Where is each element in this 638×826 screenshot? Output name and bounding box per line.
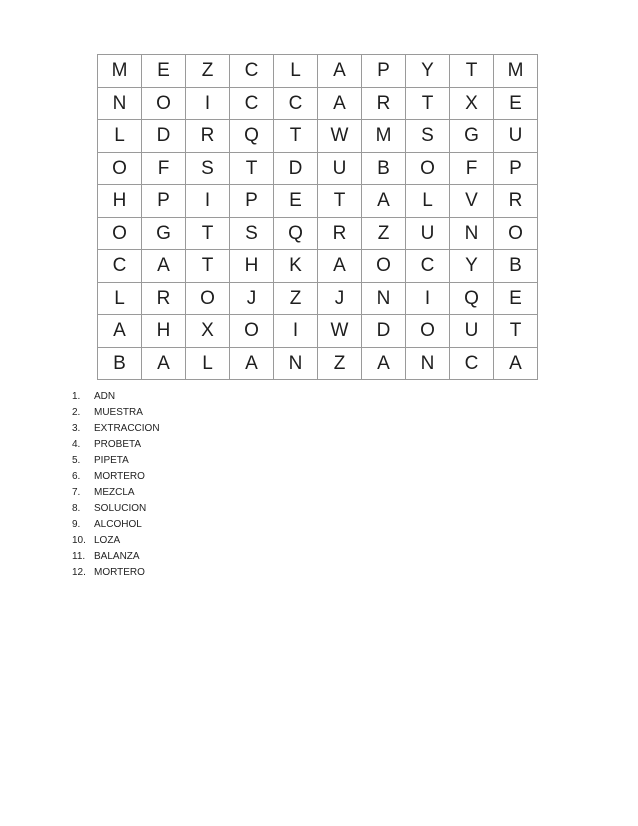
grid-cell: A	[318, 55, 362, 88]
grid-cell: K	[274, 250, 318, 283]
grid-cell: A	[142, 250, 186, 283]
grid-cell: T	[450, 55, 494, 88]
list-item-word: BALANZA	[94, 551, 140, 562]
grid-cell: C	[230, 55, 274, 88]
grid-cell: B	[98, 348, 142, 381]
grid-cell: T	[274, 120, 318, 153]
grid-cell: A	[230, 348, 274, 381]
list-item	[72, 485, 160, 501]
list-item-word: MEZCLA	[94, 487, 135, 498]
list-item	[72, 517, 160, 533]
grid-cell: O	[98, 218, 142, 251]
word-list	[72, 389, 160, 581]
list-item-number: 11.	[72, 551, 86, 562]
grid-cell: O	[186, 283, 230, 316]
grid-cell: J	[318, 283, 362, 316]
list-item	[72, 533, 160, 549]
list-item-word: PROBETA	[94, 439, 142, 450]
grid-cell: E	[494, 283, 538, 316]
grid-cell: T	[494, 315, 538, 348]
list-item-word: PIPETA	[94, 455, 129, 466]
grid-cell: L	[98, 120, 142, 153]
list-item	[72, 421, 160, 437]
grid-cell: R	[362, 88, 406, 121]
list-item-word: ADN	[94, 391, 116, 402]
grid-cell: X	[186, 315, 230, 348]
grid-cell: L	[406, 185, 450, 218]
grid-cell: O	[406, 153, 450, 186]
list-item	[72, 453, 160, 469]
grid-cell: P	[142, 185, 186, 218]
grid-cell: A	[318, 88, 362, 121]
grid-cell: A	[494, 348, 538, 381]
grid-cell: A	[362, 185, 406, 218]
grid-cell: O	[230, 315, 274, 348]
grid-cell: L	[274, 55, 318, 88]
list-item	[72, 389, 160, 405]
grid-cell: I	[186, 185, 230, 218]
grid-cell: H	[98, 185, 142, 218]
grid-cell: B	[494, 250, 538, 283]
grid-cell: L	[186, 348, 230, 381]
grid-cell: Q	[274, 218, 318, 251]
grid-cell: R	[186, 120, 230, 153]
list-item-word: MORTERO	[94, 567, 145, 578]
grid-cell: E	[494, 88, 538, 121]
grid-cell: O	[494, 218, 538, 251]
word-search-grid	[97, 54, 538, 380]
grid-cell: R	[318, 218, 362, 251]
list-item	[72, 565, 160, 581]
grid-cell: P	[494, 153, 538, 186]
list-item	[72, 549, 160, 565]
list-item-number: 4.	[72, 439, 81, 450]
grid-cell: M	[362, 120, 406, 153]
list-item	[72, 469, 160, 485]
list-item-number: 1.	[72, 391, 81, 402]
grid-cell: T	[186, 218, 230, 251]
grid-cell: C	[274, 88, 318, 121]
grid-cell: T	[186, 250, 230, 283]
grid-cell: X	[450, 88, 494, 121]
list-item-word: MORTERO	[94, 471, 145, 482]
grid-cell: O	[362, 250, 406, 283]
grid-cell: A	[318, 250, 362, 283]
grid-cell: N	[362, 283, 406, 316]
grid-cell: O	[98, 153, 142, 186]
list-item-number: 9.	[72, 519, 81, 530]
grid-cell: A	[362, 348, 406, 381]
grid-cell: D	[274, 153, 318, 186]
grid-cell: W	[318, 315, 362, 348]
grid-cell: D	[362, 315, 406, 348]
grid-cell: N	[98, 88, 142, 121]
list-item-number: 2.	[72, 407, 81, 418]
grid-cell: Q	[230, 120, 274, 153]
grid-cell: A	[98, 315, 142, 348]
list-item-number: 3.	[72, 423, 81, 434]
grid-cell: O	[142, 88, 186, 121]
grid-cell: Z	[186, 55, 230, 88]
grid-cell: P	[362, 55, 406, 88]
grid-cell: U	[494, 120, 538, 153]
grid-cell: Z	[274, 283, 318, 316]
grid-cell: H	[142, 315, 186, 348]
list-item	[72, 501, 160, 517]
grid-cell: G	[450, 120, 494, 153]
list-item-number: 5.	[72, 455, 81, 466]
grid-cell: U	[406, 218, 450, 251]
grid-cell: E	[142, 55, 186, 88]
grid-cell: F	[450, 153, 494, 186]
list-item-word: EXTRACCION	[94, 423, 160, 434]
grid-cell: P	[230, 185, 274, 218]
grid-cell: C	[450, 348, 494, 381]
list-item-word: LOZA	[94, 535, 121, 546]
list-item	[72, 405, 160, 421]
grid-cell: O	[406, 315, 450, 348]
grid-cell: G	[142, 218, 186, 251]
grid-cell: M	[98, 55, 142, 88]
grid-cell: C	[406, 250, 450, 283]
grid-cell: U	[318, 153, 362, 186]
grid-cell: H	[230, 250, 274, 283]
grid-cell: F	[142, 153, 186, 186]
grid-cell: C	[230, 88, 274, 121]
grid-cell: W	[318, 120, 362, 153]
list-item-word: MUESTRA	[94, 407, 143, 418]
grid-cell: M	[494, 55, 538, 88]
list-item-number: 8.	[72, 503, 81, 514]
grid-cell: V	[450, 185, 494, 218]
grid-cell: E	[274, 185, 318, 218]
grid-cell: L	[98, 283, 142, 316]
grid-cell: A	[142, 348, 186, 381]
grid-cell: I	[406, 283, 450, 316]
grid-cell: J	[230, 283, 274, 316]
grid-cell: U	[450, 315, 494, 348]
list-item	[72, 437, 160, 453]
grid-cell: S	[230, 218, 274, 251]
grid-cell: I	[274, 315, 318, 348]
grid-cell: T	[318, 185, 362, 218]
grid-cell: N	[274, 348, 318, 381]
grid-cell: C	[98, 250, 142, 283]
grid-cell: S	[406, 120, 450, 153]
list-item-number: 10.	[72, 535, 86, 546]
grid-cell: S	[186, 153, 230, 186]
grid-cell: D	[142, 120, 186, 153]
grid-cell: T	[406, 88, 450, 121]
grid-cell: R	[494, 185, 538, 218]
list-item-word: ALCOHOL	[94, 519, 142, 530]
grid-cell: Z	[318, 348, 362, 381]
grid-cell: Z	[362, 218, 406, 251]
grid-cell: Y	[406, 55, 450, 88]
list-item-number: 7.	[72, 487, 81, 498]
grid-cell: B	[362, 153, 406, 186]
list-item-number: 12.	[72, 567, 86, 578]
grid-cell: R	[142, 283, 186, 316]
grid-cell: Y	[450, 250, 494, 283]
list-item-word: SOLUCION	[94, 503, 147, 514]
grid-cell: Q	[450, 283, 494, 316]
list-item-number: 6.	[72, 471, 81, 482]
grid-cell: N	[450, 218, 494, 251]
grid-cell: I	[186, 88, 230, 121]
grid-cell: T	[230, 153, 274, 186]
grid-cell: N	[406, 348, 450, 381]
